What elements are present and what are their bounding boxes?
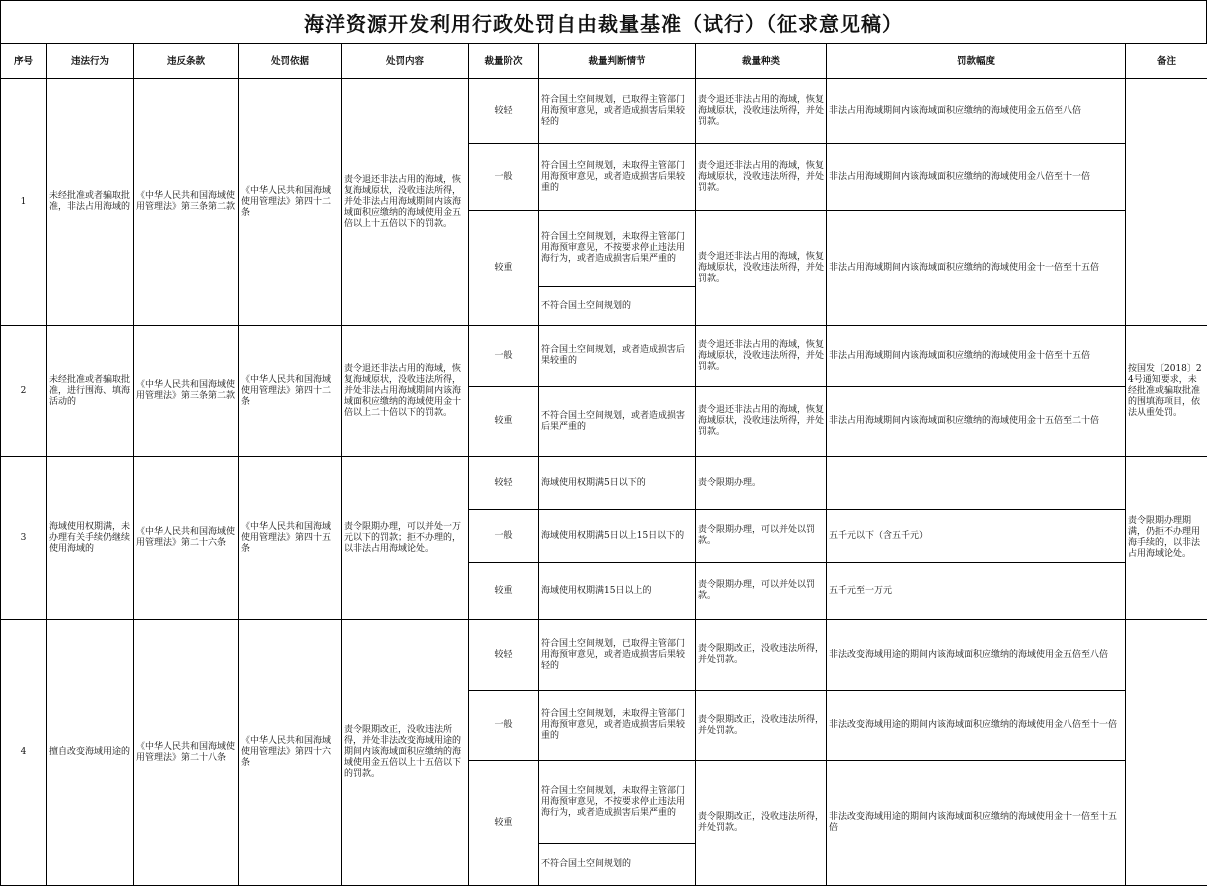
circumstance-cell[interactable]: 符合国土空间规划，已取得主管部门用海预审意见，或者造成损害后果较轻的 <box>539 620 696 691</box>
header-cell[interactable]: 违反条款 <box>134 44 239 79</box>
kind-cell[interactable]: 责令限期改正，没收违法所得，并处罚款。 <box>696 691 827 761</box>
level-cell[interactable]: 较轻 <box>469 79 539 144</box>
violation-cell[interactable]: 擅自改变海域用途的 <box>47 620 134 886</box>
clause-cell[interactable]: 《中华人民共和国海域使用管理法》第二十八条 <box>134 620 239 886</box>
basis-cell[interactable]: 《中华人民共和国海域使用管理法》第四十二条 <box>239 326 342 457</box>
header-cell[interactable]: 备注 <box>1126 44 1207 79</box>
circumstance-cell[interactable]: 符合国土空间规划，已取得主管部门用海预审意见，或者造成损害后果较轻的 <box>539 79 696 144</box>
circumstance-part: 不符合国土空间规划的 <box>539 843 695 885</box>
penalty-content-cell[interactable]: 责令退还非法占用的海域，恢复海域原状，没收违法所得，并处非法占用海域期间内该海域面积应缴纳的海域使用金五倍以上十五倍以下的罚款。 <box>342 79 469 326</box>
level-cell[interactable]: 较重 <box>469 211 539 326</box>
circumstance-cell[interactable]: 海域使用权期满5日以下的 <box>539 457 696 510</box>
level-cell[interactable]: 较重 <box>469 761 539 886</box>
fine-cell[interactable]: 非法占用海域期间内该海域面积应缴纳的海域使用金十五倍至二十倍 <box>827 387 1126 457</box>
row-number-cell[interactable]: 3 <box>1 457 47 620</box>
kind-cell[interactable]: 责令退还非法占用的海域，恢复海域原状，没收违法所得，并处罚款。 <box>696 144 827 211</box>
level-cell[interactable]: 较重 <box>469 563 539 620</box>
kind-cell[interactable]: 责令限期改正，没收违法所得，并处罚款。 <box>696 761 827 886</box>
circumstance-cell[interactable]: 符合国土空间规划，未取得主管部门用海预审意见，或者造成损害后果较重的 <box>539 144 696 211</box>
note-cell[interactable]: 责令限期办理期满，仍拒不办理用海手续的，以非法占用海域论处。 <box>1126 457 1207 620</box>
kind-cell[interactable]: 责令限期办理。 <box>696 457 827 510</box>
basis-cell[interactable]: 《中华人民共和国海域使用管理法》第四十五条 <box>239 457 342 620</box>
level-cell[interactable]: 较轻 <box>469 620 539 691</box>
header-cell[interactable]: 裁量种类 <box>696 44 827 79</box>
kind-cell[interactable]: 责令退还非法占用的海域，恢复海域原状，没收违法所得，并处罚款。 <box>696 79 827 144</box>
penalty-standard-table <box>0 43 1207 886</box>
row-number-cell[interactable]: 2 <box>1 326 47 457</box>
fine-cell[interactable]: 五千元至一万元 <box>827 563 1126 620</box>
circumstance-cell[interactable]: 海域使用权期满5日以上15日以下的 <box>539 510 696 563</box>
circumstance-part: 不符合国土空间规划的 <box>539 286 695 325</box>
level-cell[interactable]: 一般 <box>469 326 539 387</box>
table-row <box>1 326 1207 387</box>
fine-cell[interactable]: 五千元以下（含五千元） <box>827 510 1126 563</box>
header-row <box>1 44 1207 79</box>
kind-cell[interactable]: 责令退还非法占用的海域，恢复海域原状，没收违法所得，并处罚款。 <box>696 326 827 387</box>
fine-cell[interactable]: 非法改变海域用途的期间内该海域面积应缴纳的海域使用金八倍至十一倍 <box>827 691 1126 761</box>
fine-cell[interactable]: 非法改变海域用途的期间内该海域面积应缴纳的海域使用金五倍至八倍 <box>827 620 1126 691</box>
level-cell[interactable]: 较轻 <box>469 457 539 510</box>
kind-cell[interactable]: 责令限期改正，没收违法所得，并处罚款。 <box>696 620 827 691</box>
penalty-content-cell[interactable]: 责令退还非法占用的海域，恢复海域原状，没收违法所得，并处非法占用海域期间内该海域面积应缴纳的海域使用金十倍以上二十倍以下的罚款。 <box>342 326 469 457</box>
header-cell[interactable]: 罚款幅度 <box>827 44 1126 79</box>
circumstance-part: 符合国土空间规划，未取得主管部门用海预审意见，不按要求停止违法用海行为，或者造成损害后果严重的 <box>541 785 686 818</box>
circumstance-cell[interactable] <box>539 761 696 886</box>
table-row <box>1 457 1207 510</box>
circumstance-cell[interactable]: 符合国土空间规划，或者造成损害后果较重的 <box>539 326 696 387</box>
circumstance-cell[interactable]: 符合国土空间规划，未取得主管部门用海预审意见，或者造成损害后果较重的 <box>539 691 696 761</box>
kind-cell[interactable]: 责令限期办理，可以并处以罚款。 <box>696 563 827 620</box>
note-cell[interactable] <box>1126 79 1207 326</box>
basis-cell[interactable]: 《中华人民共和国海域使用管理法》第四十二条 <box>239 79 342 326</box>
circumstance-cell[interactable]: 海域使用权期满15日以上的 <box>539 563 696 620</box>
header-cell[interactable]: 处罚依据 <box>239 44 342 79</box>
row-number-cell[interactable]: 1 <box>1 79 47 326</box>
table-row <box>1 79 1207 144</box>
note-cell[interactable] <box>1126 620 1207 886</box>
fine-cell[interactable] <box>827 457 1126 510</box>
penalty-content-cell[interactable]: 责令限期改正，没收违法所得，并处非法改变海域用途的期间内该海域面积应缴纳的海域使用金五倍以上十五倍以下的罚款。 <box>342 620 469 886</box>
kind-cell[interactable]: 责令限期办理，可以并处以罚款。 <box>696 510 827 563</box>
penalty-content-cell[interactable]: 责令限期办理，可以并处一万元以下的罚款；拒不办理的，以非法占用海域论处。 <box>342 457 469 620</box>
violation-cell[interactable]: 海域使用权期满，未办理有关手续仍继续使用海域的 <box>47 457 134 620</box>
basis-cell[interactable]: 《中华人民共和国海域使用管理法》第四十六条 <box>239 620 342 886</box>
fine-cell[interactable]: 非法改变海域用途的期间内该海域面积应缴纳的海域使用金十一倍至十五倍 <box>827 761 1126 886</box>
header-cell[interactable]: 序号 <box>1 44 47 79</box>
header-cell[interactable]: 裁量判断情节 <box>539 44 696 79</box>
fine-cell[interactable]: 非法占用海域期间内该海域面积应缴纳的海域使用金八倍至十一倍 <box>827 144 1126 211</box>
row-number-cell[interactable]: 4 <box>1 620 47 886</box>
kind-cell[interactable]: 责令退还非法占用的海域，恢复海域原状，没收违法所得，并处罚款。 <box>696 387 827 457</box>
fine-cell[interactable]: 非法占用海域期间内该海域面积应缴纳的海域使用金十一倍至十五倍 <box>827 211 1126 326</box>
level-cell[interactable]: 一般 <box>469 144 539 211</box>
clause-cell[interactable]: 《中华人民共和国海域使用管理法》第二十六条 <box>134 457 239 620</box>
fine-cell[interactable]: 非法占用海域期间内该海域面积应缴纳的海域使用金五倍至八倍 <box>827 79 1126 144</box>
page-title: 海洋资源开发利用行政处罚自由裁量基准（试行）（征求意见稿） <box>0 0 1207 43</box>
level-cell[interactable]: 一般 <box>469 510 539 563</box>
clause-cell[interactable]: 《中华人民共和国海域使用管理法》第三条第二款 <box>134 79 239 326</box>
violation-cell[interactable]: 未经批准或者骗取批准，进行围海、填海活动的 <box>47 326 134 457</box>
violation-cell[interactable]: 未经批准或者骗取批准，非法占用海域的 <box>47 79 134 326</box>
header-cell[interactable]: 违法行为 <box>47 44 134 79</box>
header-cell[interactable]: 裁量阶次 <box>469 44 539 79</box>
circumstance-part: 符合国土空间规划，未取得主管部门用海预审意见，不按要求停止违法用海行为，或者造成损害后果严重的 <box>541 232 686 264</box>
circumstance-cell[interactable]: 不符合国土空间规划，或者造成损害后果严重的 <box>539 387 696 457</box>
clause-cell[interactable]: 《中华人民共和国海域使用管理法》第三条第二款 <box>134 326 239 457</box>
fine-cell[interactable]: 非法占用海域期间内该海域面积应缴纳的海域使用金十倍至十五倍 <box>827 326 1126 387</box>
note-cell[interactable]: 按国发〔2018〕24号通知要求，未经批准或骗取批准的围填海项目，依法从重处罚。 <box>1126 326 1207 457</box>
header-cell[interactable]: 处罚内容 <box>342 44 469 79</box>
circumstance-cell[interactable] <box>539 211 696 326</box>
level-cell[interactable]: 较重 <box>469 387 539 457</box>
table-row <box>1 620 1207 691</box>
kind-cell[interactable]: 责令退还非法占用的海域，恢复海域原状，没收违法所得，并处罚款。 <box>696 211 827 326</box>
level-cell[interactable]: 一般 <box>469 691 539 761</box>
